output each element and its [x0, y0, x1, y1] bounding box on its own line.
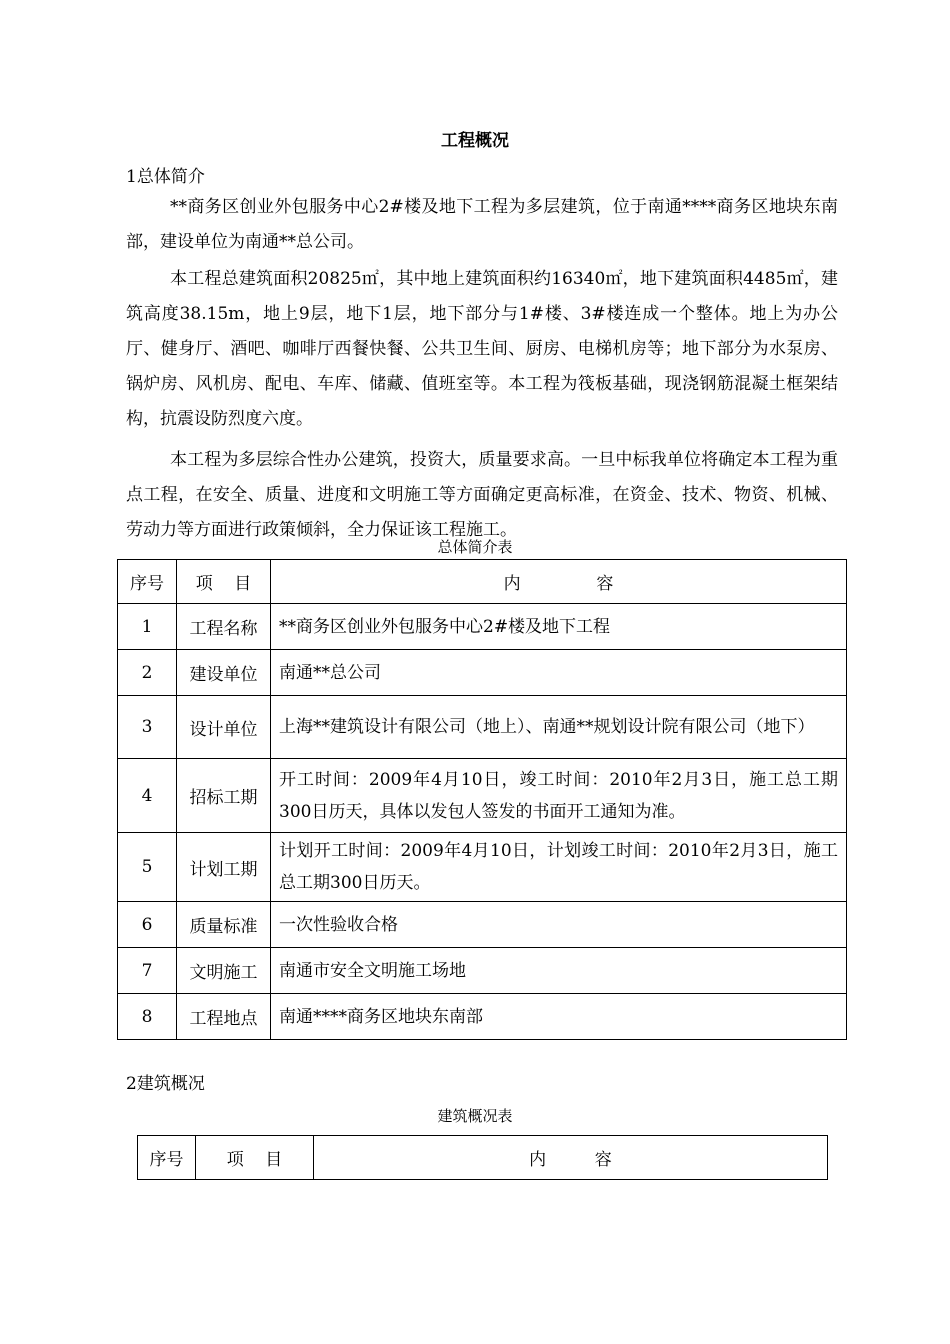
row-item: 设计单位 [177, 696, 271, 759]
table-row [118, 902, 847, 948]
row-content: **商务区创业外包服务中心2#楼及地下工程 [271, 604, 847, 650]
row-item: 建设单位 [177, 650, 271, 696]
header-no: 序号 [118, 560, 177, 604]
row-content: 一次性验收合格 [271, 902, 847, 948]
document-title: 工程概况 [441, 131, 509, 151]
row-item: 招标工期 [177, 759, 271, 833]
row-no: 3 [118, 696, 177, 759]
row-item: 文明施工 [177, 948, 271, 994]
header-item: 项 目 [177, 560, 271, 604]
row-item: 工程名称 [177, 604, 271, 650]
row-content: 南通市安全文明施工场地 [271, 948, 847, 994]
row-content: 南通**总公司 [271, 650, 847, 696]
table-row [118, 994, 847, 1040]
table-row [118, 604, 847, 650]
table-row [118, 833, 847, 902]
row-content: 上海**建筑设计有限公司（地上）、南通**规划设计院有限公司（地下） [271, 696, 847, 759]
paragraph-intro: **商务区创业外包服务中心2#楼及地下工程为多层建筑，位于南通****商务区地块东南部，建设单位为南通**总公司。 [126, 197, 838, 252]
table-row [118, 696, 847, 759]
row-content: 计划开工时间：2009年4月10日，计划竣工时间：2010年2月3日，施工总工期300日历天。 [271, 833, 847, 902]
row-no: 7 [118, 948, 177, 994]
row-item: 质量标准 [177, 902, 271, 948]
header-content: 内 容 [271, 560, 847, 604]
table-row [118, 759, 847, 833]
section-heading-overview: 1总体简介 [126, 167, 205, 187]
row-no: 6 [118, 902, 177, 948]
row-no: 1 [118, 604, 177, 650]
header-no: 序号 [138, 1136, 196, 1180]
row-no: 4 [118, 759, 177, 833]
row-item: 工程地点 [177, 994, 271, 1040]
header-content: 内 容 [314, 1136, 828, 1180]
row-no: 8 [118, 994, 177, 1040]
table-caption-building: 建筑概况表 [437, 1107, 513, 1125]
paragraph-area: 本工程总建筑面积20825㎡，其中地上建筑面积约16340㎡，地下建筑面积4485㎡，建筑高度38.15m，地上9层，地下1层，地下部分与1#楼、3#楼连成一个整体。地上为办公厅、健身厅、酒吧、咖啡厅西餐快餐、公共卫生间、厨房、电梯机房等；地下部分为水泵房、锅炉房、风机房、配电、车库、储藏、值班室等。本工程为筏板基础，现浇钢筋混凝土框架结构，抗震设防烈度六度。 [126, 269, 838, 429]
table-row [118, 948, 847, 994]
table-header-row [138, 1136, 828, 1180]
paragraph-importance: 本工程为多层综合性办公建筑，投资大，质量要求高。一旦中标我单位将确定本工程为重点工程，在安全、质量、进度和文明施工等方面确定更高标准，在资金、技术、物资、机械、劳动力等方面进行政策倾斜，全力保证该工程施工。 [126, 450, 838, 540]
row-content: 开工时间：2009年4月10日，竣工时间：2010年2月3日，施工总工期300日历天，具体以发包人签发的书面开工通知为准。 [271, 759, 847, 833]
header-item: 项 目 [196, 1136, 314, 1180]
table-row [118, 650, 847, 696]
table-caption-overview: 总体简介表 [437, 538, 513, 556]
section-heading-building: 2建筑概况 [126, 1074, 205, 1094]
row-item: 计划工期 [177, 833, 271, 902]
building-table [137, 1135, 828, 1180]
overview-table [117, 559, 847, 1040]
row-no: 2 [118, 650, 177, 696]
table-header-row [118, 560, 847, 604]
row-content: 南通****商务区地块东南部 [271, 994, 847, 1040]
row-no: 5 [118, 833, 177, 902]
